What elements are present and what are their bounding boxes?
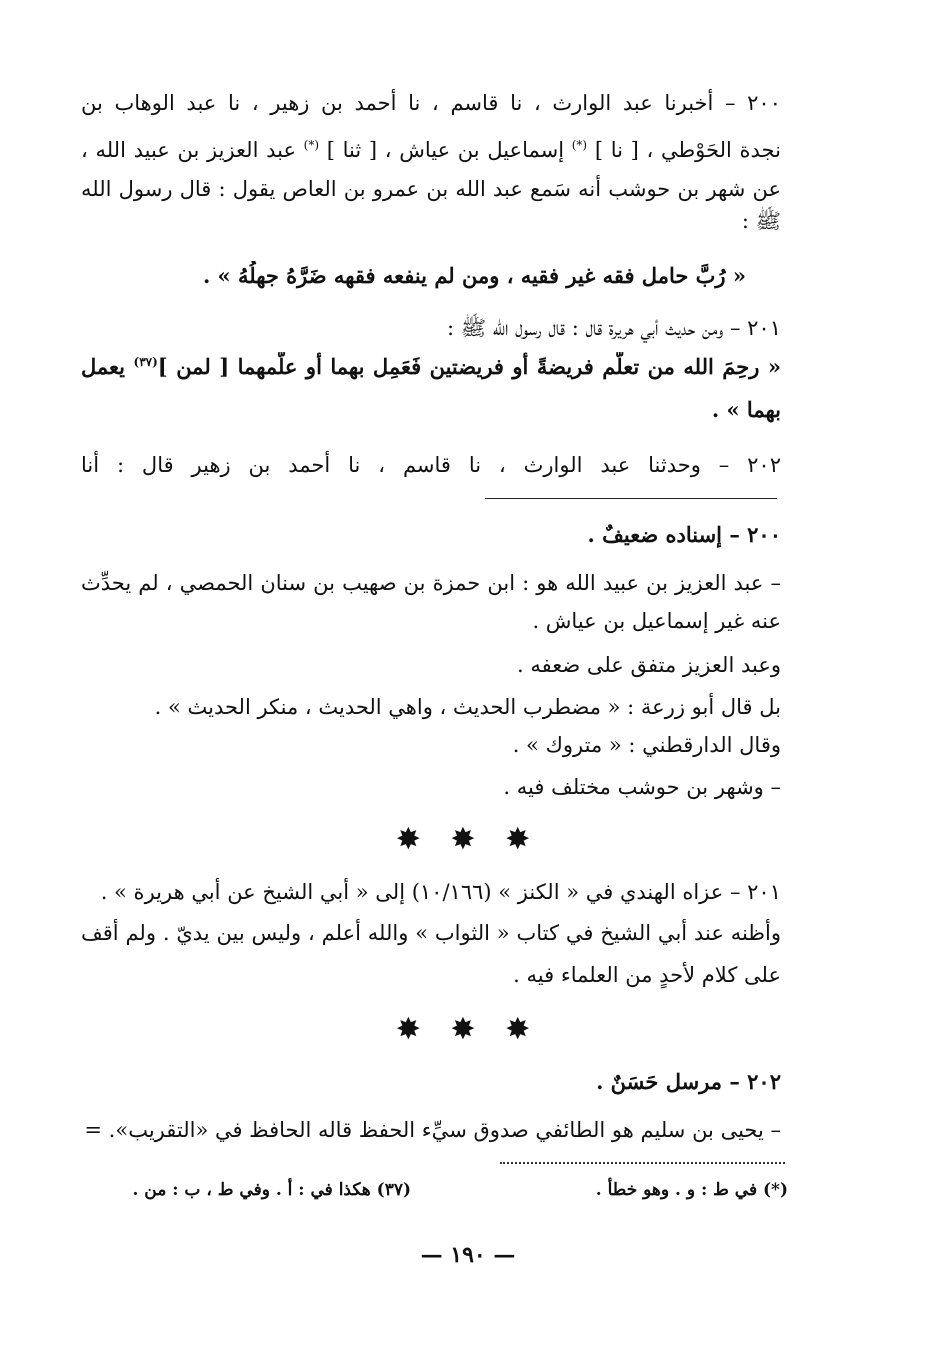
hadith-200-line-2 (81, 135, 781, 165)
hadith-200-line-1: ٢٠٠ – أخبرنا عبد الوارث ، نا قاسم ، نا أحمد بن زهير ، نا عبد الوهاب بن (81, 91, 781, 115)
comment-200-line-5: وقال الدارقطني : « متروك » . (512, 733, 781, 757)
hadith-201-matn-line-1 (81, 352, 781, 382)
separator-line (485, 498, 777, 499)
comment-201-line-2: وأظنه عند أبي الشيخ في كتاب « الثواب » والله أعلم ، وليس بين يديّ . ولم أقف (81, 921, 781, 945)
comment-201-line-1: ٢٠١ – عزاه الهندي في « الكنز » (١٠/١٦٦) إلى « أبي الشيخ عن أبي هريرة » . (100, 880, 781, 904)
hadith-200-matn: « رُبَّ حامل فقه غير فقيه ، ومن لم ينفعه فقهه ضَرَّهُ جهلُهُ » . (202, 263, 746, 288)
comment-202-title: ٢٠٢ – مرسل حَسَنٌ . (596, 1069, 781, 1094)
footnote-marker: (*) (303, 138, 320, 152)
footnote-marker: (*) (571, 138, 588, 152)
comment-200-line-2: عنه غير إسماعيل بن عياش . (532, 609, 781, 633)
comment-200-line-1: – عبد العزيز بن عبيد الله هو : ابن حمزة بن صهيب بن سنان الحمصي ، لم يحدِّث (81, 571, 781, 595)
footnote-marker: (٣٧) (133, 355, 158, 369)
section-divider-stars: ✸ ✸ ✸ (395, 1012, 541, 1047)
hadith-202-line-1: ٢٠٢ – وحدثنا عبد الوارث ، نا قاسم ، نا أحمد بن زهير قال : أنا (81, 453, 781, 477)
comment-200-line-3: وعبد العزيز متفق على ضعفه . (516, 653, 781, 677)
hadith-200-line-4: ﷺ : (741, 209, 781, 233)
comment-201-line-3: على كلام لأحدٍ من العلماء فيه . (513, 963, 781, 987)
footnote-star: (*) في ط : و . وهو خطأ . (595, 1180, 788, 1200)
comment-202-line-1: – يحيى بن سليم هو الطائفي صدوق سيِّء الحفظ قاله الحافظ في «التقريب». = (84, 1118, 781, 1142)
footnote-separator (500, 1162, 785, 1164)
matn-part-a: « رحِمَ الله من تعلَّم فريضةً أو فريضتين فَعَمِل بهما أو علَّمهما [ لمن ] (157, 354, 781, 379)
hadith-201-line-1: ٢٠١ – ومن حديث أبي هريرة قال : قال رسول الله ﷺ : (446, 316, 781, 340)
page-number: — ١٩٠ — (420, 1242, 516, 1268)
isnad-part-a: نجدة الحَوْطي ، [ نا ] (594, 138, 781, 162)
hadith-201-matn-line-2: بهما » . (711, 397, 781, 422)
comment-200-title: ٢٠٠ – إسناده ضعيفٌ . (587, 522, 781, 547)
comment-200-line-4: بل قال أبو زرعة : « مضطرب الحديث ، واهي الحديث ، منكر الحديث » . (154, 695, 781, 719)
isnad-part-b: إسماعيل بن عياش ، [ ثنا ] (326, 138, 565, 162)
isnad-part-c: عبد العزيز بن عبيد الله ، (81, 138, 296, 162)
footnote-37: (٣٧) هكذا في : أ . وفي ط ، ب : من . (132, 1180, 411, 1200)
comment-200-line-6: – وشهر بن حوشب مختلف فيه . (503, 775, 781, 799)
section-divider-stars: ✸ ✸ ✸ (395, 822, 541, 857)
hadith-200-line-3: عن شهر بن حوشب أنه سَمع عبد الله بن عمرو بن العاص يقول : قال رسول الله (81, 177, 781, 201)
matn-part-b: يعمل (81, 354, 126, 379)
